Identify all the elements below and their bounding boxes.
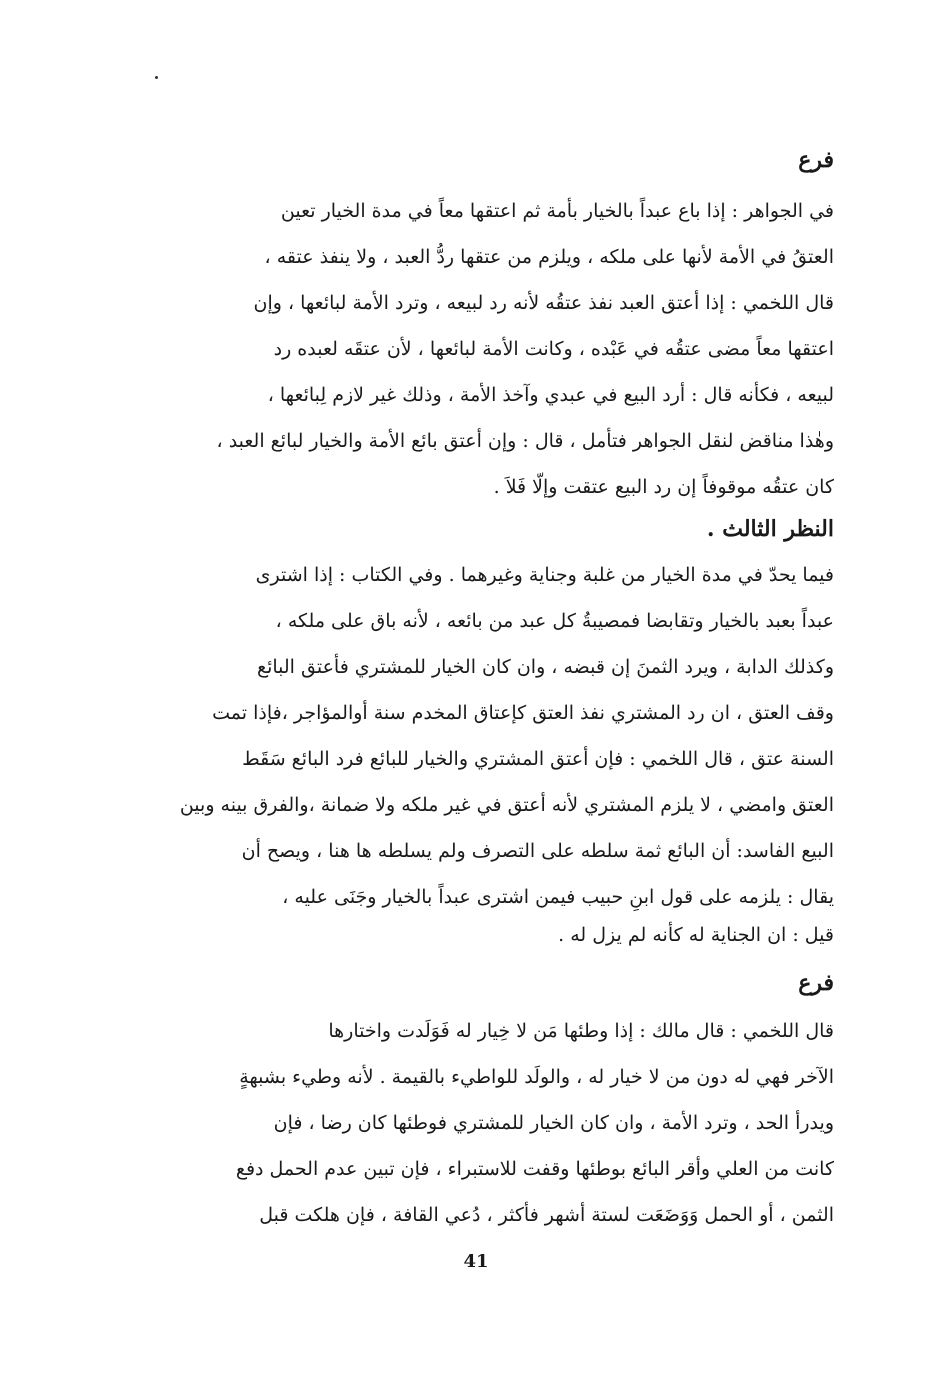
text-line: عبداً بعبد بالخيار وتقابضا فمصيبةُ كل عبد من بائعه ، لأنه باق على ملكه ، (275, 610, 834, 632)
text-line: وكذلك الدابة ، ويرد الثمنَ إن قبضه ، وان كان الخيار للمشتري فأعتق البائع (256, 656, 834, 678)
text-line: السنة عتق ، قال اللخمي : فإن أعتق المشتري والخيار للبائع فرد البائع سَقَط (242, 748, 834, 770)
text-line: يقال : يلزمه على قول ابنِ حبيب فيمن اشترى عبداً بالخيار وجَنَى عليه ، (282, 886, 834, 908)
text-line: قال اللخمي : قال مالك : إذا وطئها مَن لا خِيار له فَوَلَدت واختارها (328, 1020, 834, 1042)
text-line: ويدرأ الحد ، وترد الأمة ، وان كان الخيار للمشتري فوطئها كان رضا ، فإن (273, 1112, 834, 1134)
page-number: 41 (463, 1251, 489, 1272)
scan-speck (155, 76, 158, 79)
section-heading-third-consideration: النظر الثالث . (706, 516, 834, 542)
text-line: الآخر فهي له دون من لا خيار له ، والولَد للواطيء بالقيمة . لأنه وطيء بشبهةٍ (239, 1066, 834, 1088)
text-line: لبيعه ، فكأنه قال : أرد البيع في عبدي وآخذ الأمة ، وذلك غير لازم لِبائعها ، (267, 384, 834, 406)
text-line: البيع الفاسد: أن البائع ثمة سلطه على التصرف ولم يسلطه ها هنا ، ويصح أن (241, 840, 834, 862)
text-line: كانت من العلي وأقر البائع بوطئها وقفت للاستبراء ، فإن تبين عدم الحمل دفع (235, 1158, 834, 1180)
section-heading-branch-1: فرع (798, 147, 834, 173)
text-line: في الجواهر : إذا باع عبداً بالخيار بأمة ثم اعتقها معاً في مدة الخيار تعين (280, 200, 834, 222)
text-line: العتقُ في الأمة لأنها على ملكه ، ويلزم من عتقها ردُّ العبد ، ولا ينفذ عتقه ، (264, 246, 834, 268)
text-line: اعتقها معاً مضى عتقُه في عَبْده ، وكانت الأمة لبائعها ، لأن عتقَه لعبده رد (273, 338, 834, 360)
section-heading-branch-2: فرع (798, 970, 834, 996)
text-line: قال اللخمي : إذا أعتق العبد نفذ عتقُه لأنه رد لبيعه ، وترد الأمة لبائعها ، وإن (253, 292, 834, 314)
text-line: فيما يحدّ في مدة الخيار من غلبة وجناية وغيرهما . وفي الكتاب : إذا اشترى (255, 564, 834, 586)
text-line: وقف العتق ، ان رد المشتري نفذ العتق كإعتاق المخدم سنة أوالمؤاجر ،فإذا تمت (212, 702, 834, 724)
text-line: وهٰذا مناقض لنقل الجواهر فتأمل ، قال : وإن أعتق بائع الأمة والخيار لبائع العبد ، (216, 430, 834, 452)
text-line: قيل : ان الجناية له كأنه لم يزل له . (558, 924, 834, 946)
text-line: كان عتقُه موقوفاً إن رد البيع عتقت وإلّا فَلاَ . (493, 476, 834, 498)
text-line: العتق وامضي ، لا يلزم المشتري لأنه أعتق في غير ملكه ولا ضمانة ،والفرق بينه وبين (179, 794, 834, 816)
text-line: الثمن ، أو الحمل وَوَضَعَت لستة أشهر فأكثر ، دُعي القافة ، فإن هلكت قبل (259, 1204, 834, 1226)
